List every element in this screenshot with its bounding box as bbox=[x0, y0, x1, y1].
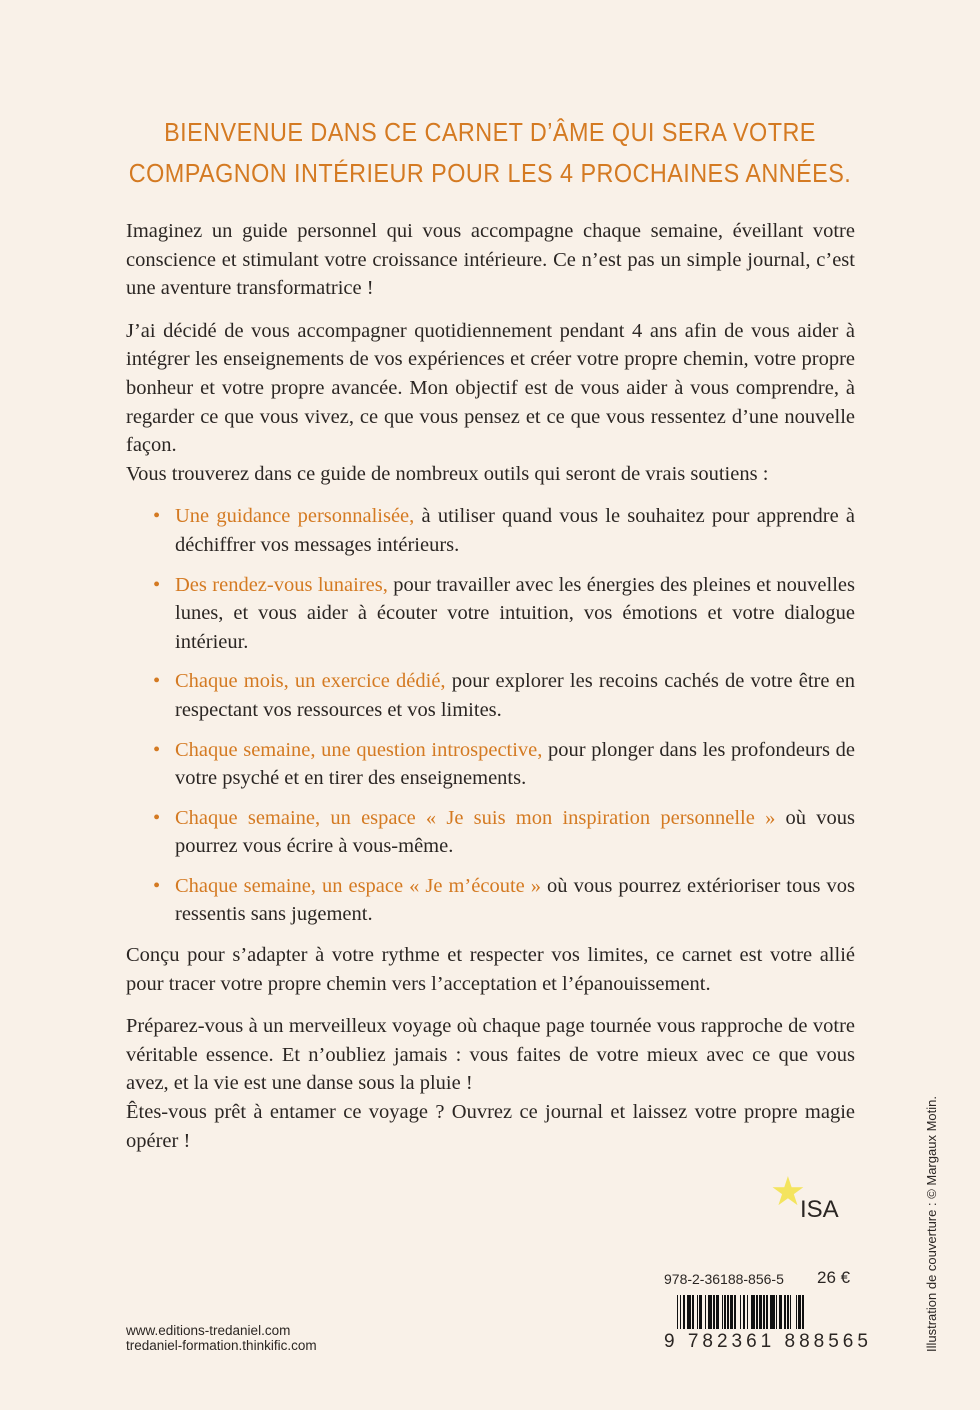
tools-list bbox=[126, 502, 855, 929]
item-highlight: Chaque semaine, un espace « Je m’écoute » bbox=[175, 874, 542, 897]
paragraph-goal: J’ai décidé de vous accompagner quotidiennement pendant 4 ans afin de vous aider à intégrer les enseignements de vos expériences et créer votre propre chemin, votre propre bonheur et votre propre avancée. Mon objectif est de vous aider à vous comprendre, à regarder ce que vous vivez, ce que vous pensez et ce que vous ressentez d’une nouvelle façon. bbox=[126, 319, 855, 457]
barcode bbox=[677, 1295, 805, 1329]
paragraph-voyage: Préparez-vous à un merveilleux voyage où chaque page tournée vous rapproche de votre véritable essence. Et n’oubliez jamais : vous faites de votre mieux avec ce que vous avez, et la vie est une danse sous la pluie ! bbox=[126, 1015, 855, 1095]
item-text: à utiliser quand vous le souhaitez pour apprendre à déchiffrer vos messages intérieurs. bbox=[175, 505, 856, 556]
website-link[interactable]: www.editions-tredaniel.com bbox=[126, 1323, 291, 1338]
list-item bbox=[148, 736, 855, 793]
list-item bbox=[148, 667, 855, 724]
paragraph-call: Êtes-vous prêt à entamer ce voyage ? Ouvrez ce journal et laissez votre propre magie opérer ! bbox=[126, 1101, 855, 1152]
bullet-icon: • bbox=[153, 806, 161, 829]
item-text: pour plonger dans les profondeurs de votre psyché et en tirer des enseignements. bbox=[175, 738, 855, 790]
list-item bbox=[148, 804, 855, 861]
item-highlight: Une guidance personnalisée, bbox=[175, 505, 415, 528]
headline bbox=[85, 112, 895, 194]
cover-credit: Illustration de couverture : © Margaux Motin. bbox=[924, 1096, 939, 1352]
paragraph-rhythm: Conçu pour s’adapter à votre rythme et respecter vos limites, ce carnet est votre allié pour tracer votre propre chemin vers l’acceptation et l’épanouissement. bbox=[126, 944, 855, 995]
bullet-icon: • bbox=[153, 874, 161, 897]
item-highlight: Chaque mois, un exercice dédié, bbox=[175, 670, 446, 693]
body-text bbox=[126, 217, 855, 1169]
bullet-icon: • bbox=[153, 573, 161, 596]
item-text: où vous pourrez vous écrire à vous-même. bbox=[175, 806, 855, 858]
barcode-number: 9 782361 888565 bbox=[664, 1331, 872, 1352]
item-text: pour travailler avec les énergies des pleines et nouvelles lunes, et vous aider à écouter votre intuition, vos émotions et votre dialogue intérieur. bbox=[175, 573, 856, 653]
star-icon: ★ bbox=[770, 1169, 806, 1215]
paragraph-tools: Vous trouverez dans ce guide de nombreux outils qui seront de vrais soutiens : bbox=[126, 462, 769, 485]
website-link[interactable]: tredaniel-formation.thinkific.com bbox=[126, 1338, 317, 1353]
price: 26 € bbox=[817, 1268, 851, 1287]
bullet-icon: • bbox=[153, 738, 161, 761]
headline-line-1: BIENVENUE DANS CE CARNET D’ÂME QUI SERA VOTRE bbox=[164, 117, 816, 147]
list-item bbox=[148, 872, 855, 929]
item-highlight: Chaque semaine, un espace « Je suis mon inspiration personnelle » bbox=[175, 806, 776, 829]
signature bbox=[770, 1169, 839, 1223]
isbn: 978-2-36188-856-5 bbox=[664, 1271, 784, 1287]
headline-line-2: COMPAGNON INTÉRIEUR POUR LES 4 PROCHAINES ANNÉES. bbox=[128, 158, 852, 188]
websites bbox=[126, 1323, 317, 1353]
paragraph-intro: Imaginez un guide personnel qui vous accompagne chaque semaine, éveillant votre conscience et stimulant votre croissance intérieure. Ce n’est pas un simple journal, c’est une aventure transformatrice ! bbox=[126, 220, 855, 300]
item-highlight: Chaque semaine, une question introspective, bbox=[175, 738, 543, 761]
barcode-bar bbox=[804, 1295, 805, 1329]
item-text: pour explorer les recoins cachés de votre être en respectant vos ressources et vos limites. bbox=[175, 670, 855, 721]
bullet-icon: • bbox=[153, 670, 161, 693]
list-item bbox=[148, 502, 855, 559]
signature-name: ISA bbox=[800, 1196, 839, 1223]
item-text: où vous pourrez extérioriser tous vos ressentis sans jugement. bbox=[175, 874, 855, 926]
bullet-icon: • bbox=[153, 505, 161, 528]
item-highlight: Des rendez-vous lunaires, bbox=[175, 573, 388, 596]
list-item bbox=[148, 571, 855, 657]
